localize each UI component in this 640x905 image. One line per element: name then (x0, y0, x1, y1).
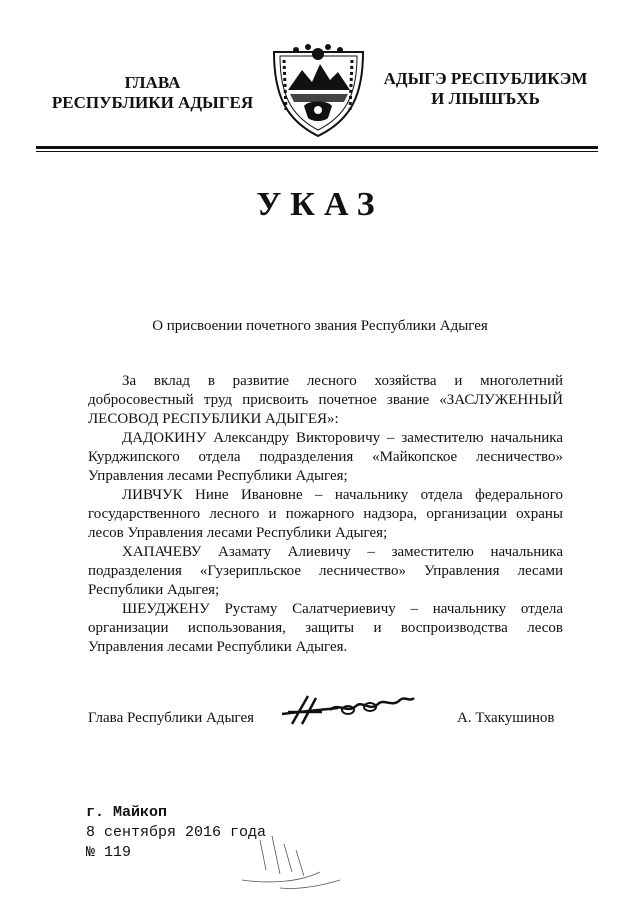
decree-number: № 119 (86, 844, 132, 861)
decree-paragraph: За вклад в развитие лесного хозяйства и многолетний добросовестный труд присвоить почетное звание «ЗАСЛУЖЕННЫЙ ЛЕСОВОД РЕСПУБЛИКИ АДЫГЕЯ»: (88, 373, 563, 427)
header-divider-thin (36, 151, 598, 152)
decree-paragraph: ДАДОКИНУ Александру Викторовичу – заместителю начальника Курджипского отдела подразделения «Майкопское лесничество» Управления лесами Республики Адыгея; (88, 430, 563, 484)
issue-city: г. Майкоп (86, 804, 168, 821)
issuer-line-2: РЕСПУБЛИКИ АДЫГЕЯ (51, 93, 254, 112)
document-subject: О присвоении почетного звания Республики Адыгея (152, 318, 488, 334)
decree-body (88, 372, 563, 657)
header-divider-thick (36, 146, 598, 149)
issuer-line-ady-1: АДЫГЭ РЕСПУБЛИКЭМ (383, 69, 588, 88)
issuer-header-ady (378, 69, 593, 109)
signatory-name: А. Тхакушинов (457, 710, 555, 726)
decree-paragraph: ЛИВЧУК Нине Ивановне – начальнику отдела федерального государственного лесного и пожарного надзора, организации охраны лесов Управления лесами Республики Адыгея; (88, 487, 563, 541)
issuer-line-1: ГЛАВА (124, 73, 181, 92)
coat-of-arms-icon (266, 40, 371, 140)
issuer-header-ru (40, 73, 265, 113)
issue-date: 8 сентября 2016 года (86, 824, 267, 841)
document-title: УКАЗ (256, 186, 384, 223)
handwritten-signature (278, 690, 418, 730)
signatory-position: Глава Республики Адыгея (88, 710, 255, 726)
decree-paragraph: ШЕУДЖЕНУ Рустаму Салатчериевичу – начальнику отдела организации использования, защиты и воспроизводства лесов Управления лесами Республики Адыгея. (88, 601, 563, 655)
decree-paragraph: ХАПАЧЕВУ Азамату Алиевичу – заместителю начальника подразделения «Гузерипльское лесничество» Управления лесами Республики Адыгея; (88, 544, 563, 598)
handwritten-mark (240, 830, 350, 895)
issuer-line-ady-2: И ЛІЫШЪХЬ (431, 89, 540, 108)
